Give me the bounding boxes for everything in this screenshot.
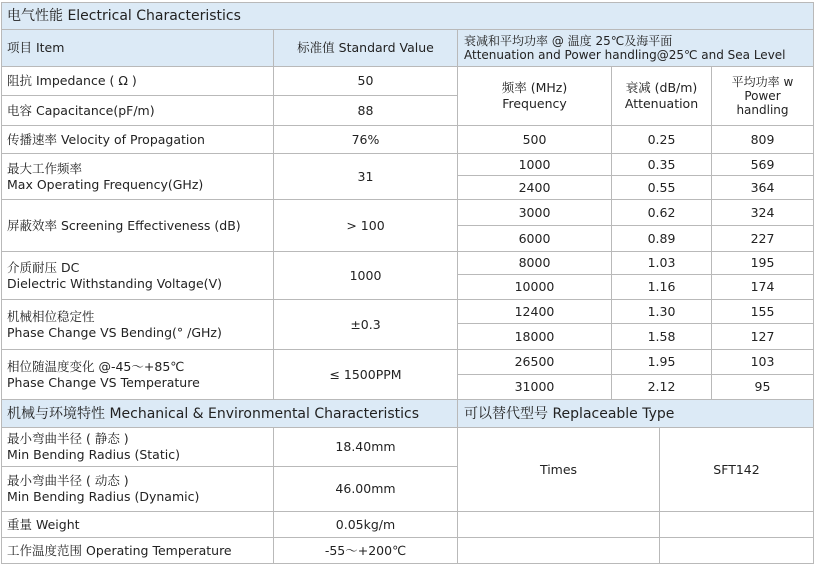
attenuation-cell: 1.58 xyxy=(612,324,712,350)
power-cell: 227 xyxy=(712,226,814,252)
param-name-line: 屏蔽效率 Screening Effectiveness (dB) xyxy=(7,217,241,233)
param-name-line: Phase Change VS Temperature xyxy=(7,374,200,390)
power-cell: 809 xyxy=(712,126,814,154)
replaceable-model: SFT142 xyxy=(660,428,814,512)
attenuation-cell: 1.30 xyxy=(612,300,712,324)
power-handling-header-line: Power xyxy=(744,89,781,103)
param-value: 88 xyxy=(274,96,458,126)
power-cell: 155 xyxy=(712,300,814,324)
attenuation-cell: 0.55 xyxy=(612,176,712,200)
power-cell: 324 xyxy=(712,200,814,226)
frequency-cell: 2400 xyxy=(458,176,612,200)
param-value: 31 xyxy=(274,154,458,200)
power-cell: 95 xyxy=(712,375,814,400)
replaceable-brand xyxy=(458,512,660,538)
param-name-line: 相位随温度变化 @-45～+85℃ xyxy=(7,358,185,374)
frequency-cell: 3000 xyxy=(458,200,612,226)
mechanical-param-name xyxy=(1,512,274,538)
replaceable-brand: Times xyxy=(458,428,660,512)
param-name xyxy=(1,126,274,154)
frequency-cell: 8000 xyxy=(458,252,612,275)
power-handling-header-line: handling xyxy=(736,103,789,117)
param-name-line: Phase Change VS Bending(° /GHz) xyxy=(7,324,222,340)
mechanical-section-title: 机械与环境特性 Mechanical & Environmental Characteristics xyxy=(1,400,458,428)
attenuation-header-line: 衰减和平均功率 @ 温度 25℃及海平面 xyxy=(464,34,673,48)
attenuation-column-header-line: 衰减 (dB/m) xyxy=(625,80,698,95)
mechanical-param-name xyxy=(1,428,274,467)
frequency-cell: 500 xyxy=(458,126,612,154)
frequency-cell: 18000 xyxy=(458,324,612,350)
attenuation-header-line: Attenuation and Power handling@25℃ and Sea Level xyxy=(464,48,786,62)
mechanical-param-value: -55～+200℃ xyxy=(274,538,458,564)
attenuation-column-header xyxy=(612,67,712,126)
mechanical-param-value: 46.00mm xyxy=(274,467,458,512)
column-header-item: 项目 Item xyxy=(1,30,274,67)
param-name-line: 阻抗 Impedance ( Ω ) xyxy=(7,73,137,88)
mechanical-param-name-line: 最小弯曲半径 ( 静态 ) xyxy=(7,431,129,446)
param-name-line: 最大工作频率 xyxy=(7,160,83,176)
replaceable-model xyxy=(660,512,814,538)
attenuation-column-header-line: Attenuation xyxy=(624,96,699,111)
param-name xyxy=(1,67,274,96)
power-cell: 195 xyxy=(712,252,814,275)
param-name-line: 机械相位稳定性 xyxy=(7,308,95,324)
mechanical-param-name-line: 工作温度范围 Operating Temperature xyxy=(7,542,232,558)
power-cell: 569 xyxy=(712,154,814,176)
param-name xyxy=(1,200,274,252)
mechanical-param-value: 18.40mm xyxy=(274,428,458,467)
column-header-standard-value: 标准值 Standard Value xyxy=(274,30,458,67)
power-cell: 174 xyxy=(712,275,814,300)
param-value: ±0.3 xyxy=(274,300,458,350)
mechanical-param-name-line: Min Bending Radius (Static) xyxy=(7,447,180,462)
mechanical-param-value: 0.05kg/m xyxy=(274,512,458,538)
attenuation-cell: 1.16 xyxy=(612,275,712,300)
mechanical-param-name xyxy=(1,538,274,564)
param-name-line: 传播速率 Velocity of Propagation xyxy=(7,131,205,147)
mechanical-param-name-line: 重量 Weight xyxy=(7,516,80,532)
attenuation-cell: 1.95 xyxy=(612,350,712,375)
frequency-cell: 10000 xyxy=(458,275,612,300)
param-name-line: 介质耐压 DC xyxy=(7,259,80,275)
param-value: 50 xyxy=(274,67,458,96)
param-name-line: Max Operating Frequency(GHz) xyxy=(7,176,204,192)
param-name xyxy=(1,154,274,200)
param-name xyxy=(1,350,274,400)
param-name xyxy=(1,300,274,350)
param-value: > 100 xyxy=(274,200,458,252)
power-handling-header-line: 平均功率 w xyxy=(731,75,794,89)
param-value: 1000 xyxy=(274,252,458,300)
frequency-header-line: Frequency xyxy=(502,96,567,111)
frequency-cell: 6000 xyxy=(458,226,612,252)
attenuation-cell: 0.35 xyxy=(612,154,712,176)
param-value: 76% xyxy=(274,126,458,154)
attenuation-cell: 2.12 xyxy=(612,375,712,400)
frequency-header-line: 频率 (MHz) xyxy=(501,80,568,95)
frequency-header xyxy=(458,67,612,126)
attenuation-cell: 0.62 xyxy=(612,200,712,226)
power-cell: 364 xyxy=(712,176,814,200)
param-name-line: Dielectric Withstanding Voltage(V) xyxy=(7,275,222,291)
mechanical-param-name-line: 最小弯曲半径 ( 动态 ) xyxy=(7,473,129,488)
mechanical-param-name-line: Min Bending Radius (Dynamic) xyxy=(7,489,200,504)
frequency-cell: 26500 xyxy=(458,350,612,375)
frequency-cell: 12400 xyxy=(458,300,612,324)
electrical-section-title: 电气性能 Electrical Characteristics xyxy=(1,2,814,30)
replaceable-model xyxy=(660,538,814,564)
param-name-line: 电容 Capacitance(pF/m) xyxy=(7,102,155,118)
frequency-cell: 1000 xyxy=(458,154,612,176)
param-name xyxy=(1,96,274,126)
attenuation-cell: 0.25 xyxy=(612,126,712,154)
attenuation-cell: 0.89 xyxy=(612,226,712,252)
frequency-cell: 31000 xyxy=(458,375,612,400)
power-cell: 127 xyxy=(712,324,814,350)
param-value: ≤ 1500PPM xyxy=(274,350,458,400)
replaceable-brand xyxy=(458,538,660,564)
power-cell: 103 xyxy=(712,350,814,375)
power-handling-header xyxy=(712,67,814,126)
replaceable-section-title: 可以替代型号 Replaceable Type xyxy=(458,400,814,428)
attenuation-cell: 1.03 xyxy=(612,252,712,275)
mechanical-param-name xyxy=(1,467,274,512)
param-name xyxy=(1,252,274,300)
attenuation-header xyxy=(458,30,814,67)
